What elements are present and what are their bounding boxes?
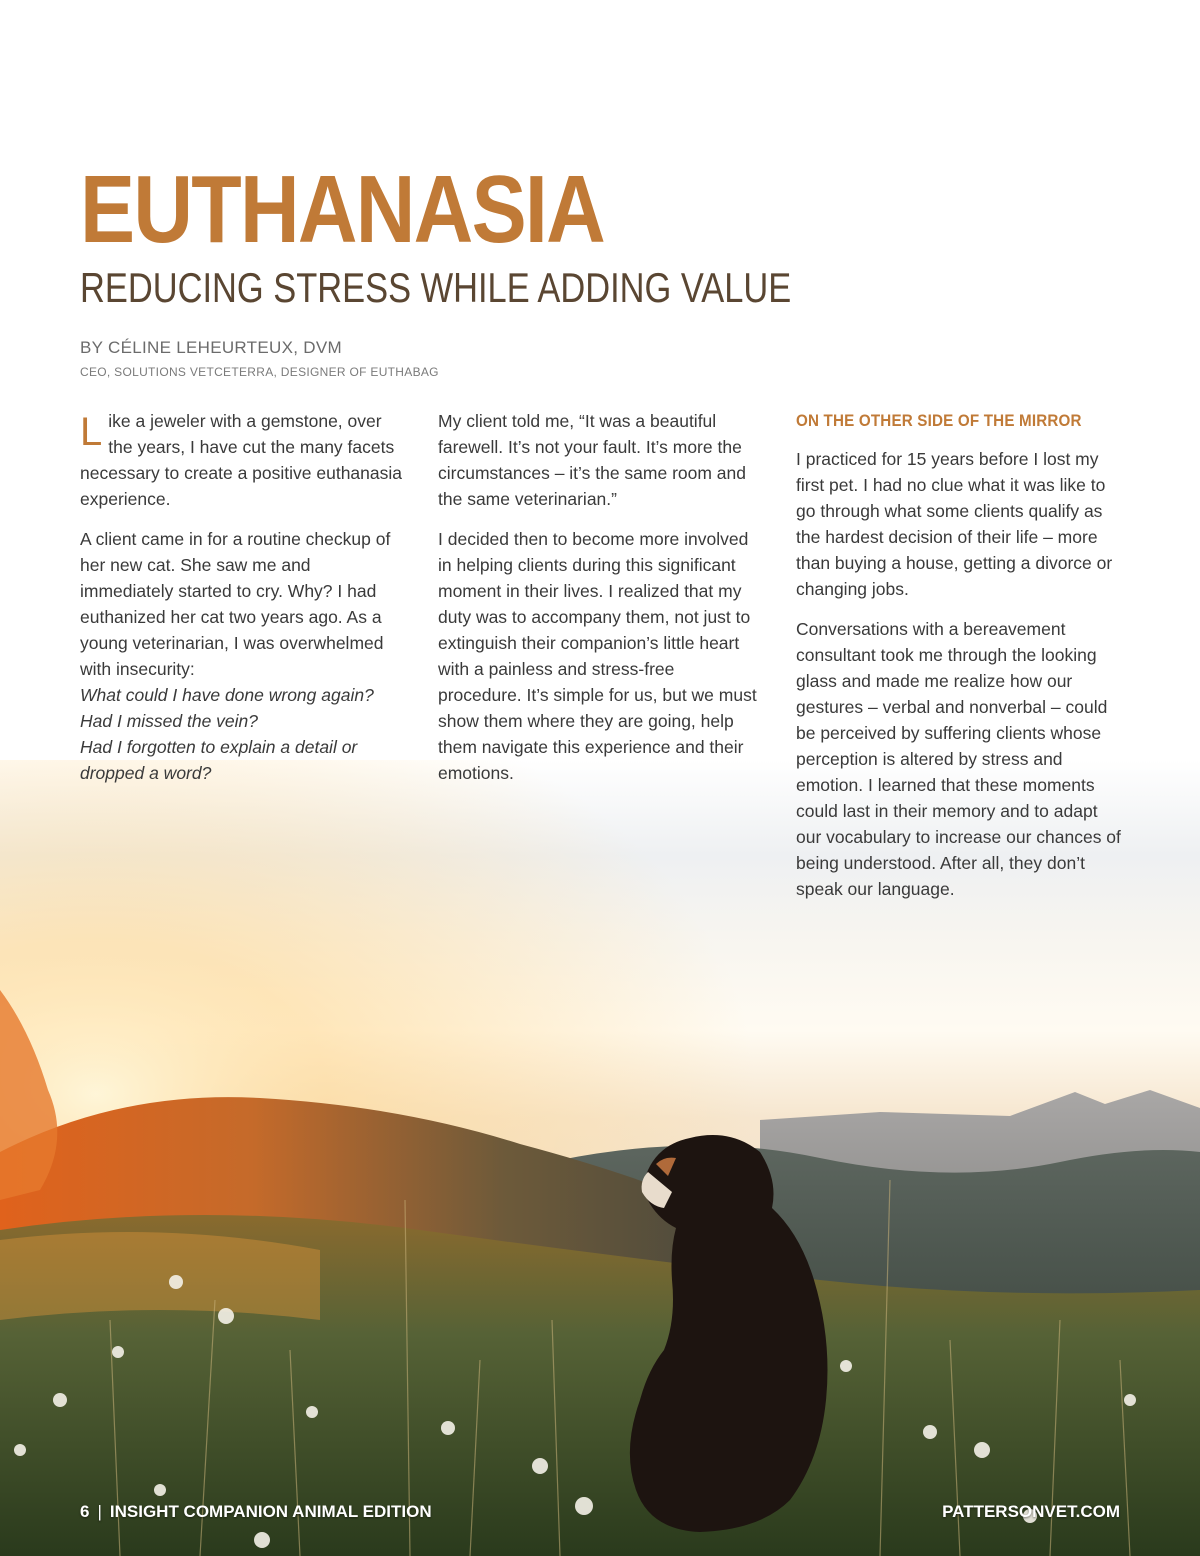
- footer-separator: |: [97, 1502, 102, 1521]
- article-title: EUTHANASIA: [80, 156, 605, 263]
- paragraph: I practiced for 15 years before I lost my first pet. I had no clue what it was like to go through what some clients qualify as the hardest decision of their life – more than buying a house, getting a divorce or changing jobs.: [796, 449, 1113, 599]
- page-number: 6: [80, 1502, 90, 1521]
- author-role: CEO, SOLUTIONS VETCETERRA, DESIGNER OF EUTHABAG: [80, 365, 439, 379]
- text-column-3: [796, 408, 1122, 916]
- article-subtitle: REDUCING STRESS WHILE ADDING VALUE: [80, 264, 792, 311]
- website-link[interactable]: PATTERSONVET.COM: [942, 1502, 1120, 1521]
- publication-name: INSIGHT COMPANION ANIMAL EDITION: [109, 1502, 432, 1521]
- paragraph-text: A client came in for a routine checkup of her new cat. She saw me and immediately started to cry. Why? I had euthanized her cat two years ago. As a young veterinarian, I was overwhelmed with insecurity:: [80, 529, 391, 679]
- paragraph: [80, 526, 402, 786]
- text-column-1: [80, 408, 402, 800]
- paragraph: Conversations with a bereavement consultant took me through the looking glass and made me realize how our gestures – verbal and nonverbal – could be perceived by suffering clients whose perception is altered by stress and emotion. I learned that these moments could last in their memory and to adapt our vocabulary to increase our chances of being understood. After all, they don’t speak our language.: [796, 619, 1121, 899]
- paragraph: My client told me, “It was a beautiful farewell. It’s not your fault. It’s more the circumstances – it’s the same room and the same veterinarian.”: [438, 411, 747, 509]
- paragraph: I decided then to become more involved in helping clients during this significant moment in their lives. I realized that my duty was to accompany them, not just to extinguish their companion’s little heart with a painless and stress-free procedure. It’s simple for us, but we must show them where they are going, help them navigate this experience and their emotions.: [438, 529, 757, 783]
- italic-question: Had I forgotten to explain a detail or dropped a word?: [80, 737, 358, 783]
- intro-paragraph: [80, 408, 402, 512]
- section-heading: ON THE OTHER SIDE OF THE MIRROR: [796, 412, 1082, 430]
- drop-cap: L: [80, 410, 103, 454]
- italic-question: Had I missed the vein?: [80, 711, 259, 731]
- page-footer-left: [80, 1501, 432, 1523]
- intro-paragraph-text: ike a jeweler with a gemstone, over the years, I have cut the many facets necessary to create a positive euthanasia experience.: [80, 411, 402, 509]
- author-byline: BY CÉLINE LEHEURTEUX, DVM: [80, 338, 342, 357]
- text-column-2: [438, 408, 760, 800]
- italic-question: What could I have done wrong again?: [80, 685, 374, 705]
